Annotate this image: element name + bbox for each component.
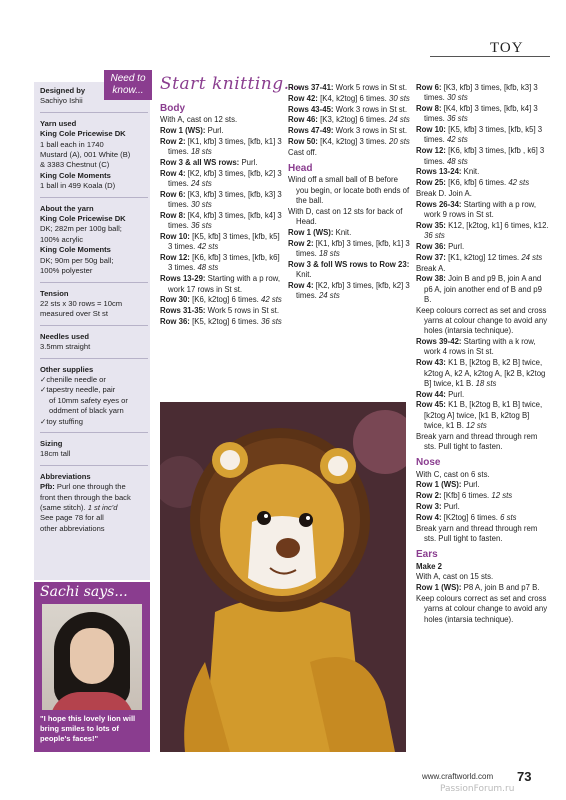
about-brand-2: King Cole Moments: [40, 245, 111, 255]
instruction-line: [416, 583, 550, 593]
row-label: Row 8:: [160, 210, 186, 220]
about-brand-1: King Cole Pricewise DK: [40, 214, 126, 224]
row-text: [K6, kfb] 3 times, [kfb, k6] 3 times.: [168, 253, 280, 273]
row-label: Row 4:: [160, 168, 186, 178]
instruction-line: [416, 513, 550, 523]
stitch-count: 6 sts: [500, 512, 517, 522]
need-to-know-badge: Need to know...: [104, 70, 152, 100]
instruction-line: [416, 221, 550, 242]
row-label: Row 44:: [416, 389, 446, 399]
row-text: Work 3 rows in St st.: [333, 104, 408, 114]
row-text: [K3, kfb] 3 times, [kfb, k3] 3 times.: [168, 189, 282, 210]
tension-line: 22 sts x 30 rows = 10cm: [40, 298, 123, 308]
row-text: K12, [k2tog, k1] 6 times, k12.: [445, 220, 549, 230]
row-text: [K4, kfb] 3 times, [kfb, k4] 3 times.: [424, 104, 538, 124]
row-label: Rows 43-45:: [288, 104, 334, 114]
stitch-count: 24 sts: [318, 291, 340, 301]
row-label: Rows 13-29:: [160, 274, 206, 284]
abbrev-line: other abbreviations: [40, 523, 105, 533]
row-text: Starting with a p row, work 17 rows in St st.: [168, 274, 281, 294]
row-text: [Kfb] 6 times.: [441, 491, 492, 501]
instruction-line: [416, 502, 550, 512]
instruction-line: [416, 104, 550, 125]
instruction-line: [416, 432, 550, 453]
instruction-line: [416, 125, 550, 146]
row-text: [K4, k2tog] 3 times.: [317, 136, 389, 146]
row-text: Work 3 rows in St st.: [333, 126, 408, 136]
instruction-line: [160, 137, 282, 158]
head-heading: Head: [288, 163, 313, 175]
row-label: Row 3 & foll WS rows to Row 23:: [288, 259, 410, 269]
row-label: Rows 47-49:: [288, 126, 334, 136]
stitch-count: 42 sts: [508, 178, 530, 188]
instruction-line: [160, 274, 282, 295]
stitch-count: 12 sts: [466, 421, 487, 430]
instruction-line: [288, 148, 410, 158]
instruction-line: [416, 178, 550, 188]
yarn-line: 1 ball each in 1740: [40, 139, 104, 149]
tension-line: measured over St st: [40, 309, 108, 319]
start-knitting-title: Start knitting...: [160, 74, 302, 94]
about-line: 100% acrylic: [40, 234, 84, 244]
stitch-count: 42 sts: [197, 242, 219, 252]
stitch-count: 36 sts: [260, 316, 282, 326]
instruction-list: [288, 83, 410, 158]
instruction-line: [160, 295, 282, 305]
row-label: Row 4:: [288, 280, 314, 290]
row-text: With D, cast on 12 sts for back of Head.: [288, 206, 403, 227]
row-text: [K5, kfb] 3 times, [kfb, k5] 3 times.: [168, 232, 280, 252]
row-label: Row 45:: [416, 400, 446, 410]
instruction-line: [416, 274, 550, 305]
abbreviations-heading: Abbreviations: [40, 471, 91, 481]
row-text: [K6, k2tog] 6 times.: [189, 295, 261, 305]
supplies-heading: Other supplies: [40, 364, 94, 374]
row-text: Keep colours correct as set and cross yarns at colour change to avoid any holes (intarsia technique).: [416, 593, 548, 624]
instruction-line: [160, 232, 282, 253]
row-label: Row 50:: [288, 136, 318, 146]
instruction-list: [416, 83, 550, 452]
row-label: Rows 37-41:: [288, 83, 334, 92]
needles-heading: Needles used: [40, 331, 89, 341]
stitch-count: 24 sts: [190, 179, 212, 189]
instruction-line: [416, 594, 550, 625]
row-text: Purl.: [205, 126, 224, 136]
instruction-list: [416, 562, 550, 625]
row-label: Row 6:: [160, 189, 186, 199]
instruction-line: [416, 253, 550, 263]
row-label: Rows 31-35:: [160, 306, 206, 316]
row-text: K1 B, [k2tog B, k2 B] twice, k2tog A, k2 A, k2tog A, [k2 B, k2tog B] twice, k1 B.: [424, 358, 546, 388]
row-text: [K1, kfb] 3 times, [kfb, k1] 3 times.: [296, 238, 410, 258]
supply-item-cont: of 10mm safety eyes or: [49, 395, 128, 405]
row-text: [K2tog] 6 times.: [441, 512, 501, 522]
instruction-line: [416, 400, 550, 431]
row-label: Row 12:: [160, 253, 190, 263]
row-label: Row 3:: [416, 502, 442, 512]
pattern-column-3: [416, 83, 550, 625]
instruction-line: [160, 115, 282, 125]
row-text: P8 A, join B and p7 B.: [461, 583, 540, 593]
row-text: Purl.: [445, 389, 465, 399]
designer-quote: "I hope this lovely lion will bring smiles to lots of people's faces!": [40, 714, 136, 743]
row-label: Row 2:: [416, 491, 442, 501]
tension-heading: Tension: [40, 288, 69, 298]
row-text: Purl.: [239, 157, 258, 167]
row-text: Starting with a p row, work 9 rows in St st.: [424, 199, 537, 220]
row-label: Row 1 (WS):: [288, 227, 334, 237]
about-line: DK; 282m per 100g ball;: [40, 224, 122, 234]
divider: [40, 197, 148, 198]
instruction-line: [288, 260, 410, 281]
abbrev-line: front then through the back: [40, 492, 131, 502]
row-text: [K4, kfb] 3 times, [kfb, k4] 3 times.: [168, 210, 282, 231]
abbrev-line: See page 78 for all: [40, 513, 104, 523]
instruction-line: [160, 211, 282, 232]
row-text: Break yarn and thread through rem sts. Pull tight to fasten.: [416, 431, 538, 452]
instruction-list: [416, 470, 550, 545]
supply-item: ✓ toy stuffing: [40, 417, 148, 427]
instruction-line: [288, 137, 410, 147]
row-label: Row 8:: [416, 104, 442, 114]
row-label: Row 3 & all WS rows:: [160, 157, 240, 167]
stitch-count: 12 sts: [491, 491, 513, 501]
row-text: Join B and p9 B, join A and p6 A, join another end of B and p9 B.: [424, 274, 542, 304]
row-text: Knit.: [296, 270, 312, 280]
row-label: Row 46:: [288, 115, 318, 125]
instruction-line: [288, 83, 410, 93]
instruction-line: [416, 562, 550, 572]
row-text: [K3, k2tog] 6 times.: [317, 115, 389, 125]
instruction-list: [160, 115, 282, 327]
divider: [40, 112, 148, 113]
row-label: Row 1 (WS):: [416, 480, 462, 490]
row-label: Row 2:: [160, 136, 186, 146]
nose-heading: Nose: [416, 457, 441, 469]
instruction-line: [416, 390, 550, 400]
need-to-know-content: [40, 86, 148, 534]
stitch-count: 36 sts: [190, 221, 212, 231]
row-text: Break A.: [416, 263, 446, 273]
yarn-brand-1: King Cole Pricewise DK: [40, 129, 126, 139]
about-line: DK; 90m per 50g ball;: [40, 255, 114, 265]
row-text: Purl.: [441, 502, 460, 512]
stitch-count: 48 sts: [197, 263, 219, 273]
row-text: With A, cast on 15 sts.: [416, 572, 494, 582]
designer-photo: [42, 604, 142, 710]
instruction-line: [416, 242, 550, 252]
instruction-line: [416, 306, 550, 337]
designer-name: Sachiyo Ishii: [40, 96, 83, 106]
ears-heading: Ears: [416, 549, 438, 561]
instruction-line: [416, 83, 550, 104]
section-tag: TOY: [490, 40, 524, 56]
instruction-line: [288, 115, 410, 125]
instruction-line: [160, 317, 282, 327]
body-heading: Body: [160, 103, 185, 114]
abbrev-term: Pfb:: [40, 482, 55, 492]
row-text: [K5, k2tog] 6 times.: [189, 316, 261, 326]
about-line: 100% polyester: [40, 266, 93, 276]
row-label: Row 4:: [416, 512, 442, 522]
row-text: [K5, kfb] 3 times, [kfb, k5] 3 times.: [424, 125, 543, 145]
row-label: Row 35:: [416, 220, 446, 230]
row-text: Cast off.: [288, 147, 317, 157]
row-label: Row 37:: [416, 252, 446, 262]
lion-illustration: [160, 402, 406, 752]
instruction-line: [416, 524, 550, 545]
row-text: Work 5 rows in St st.: [205, 306, 280, 316]
row-text: [K2, kfb] 3 times, [kfb, k2] 3 times.: [296, 280, 410, 301]
row-text: Keep colours correct as set and cross yarns at colour change to avoid any holes (intarsia technique).: [416, 305, 548, 336]
divider: [40, 465, 148, 466]
instruction-line: [416, 337, 550, 358]
pattern-column-1: [160, 104, 282, 328]
row-label: Rows 39-42:: [416, 337, 462, 347]
row-label: Row 1 (WS):: [416, 583, 462, 593]
yarn-line: Mustard (A), 001 White (B): [40, 150, 131, 160]
row-text: [K6, kfb] 3 times, [kfb , k6] 3 times.: [424, 146, 545, 166]
row-text: With A, cast on 12 sts.: [160, 115, 238, 125]
row-label: Row 10:: [416, 125, 446, 135]
row-label: Row 30:: [160, 295, 190, 305]
row-label: Rows 26-34:: [416, 199, 462, 209]
sachi-says-title: Sachi says...: [40, 584, 128, 600]
sizing-heading: Sizing: [40, 438, 63, 448]
row-text: [K4, k2tog] 6 times.: [317, 93, 389, 103]
row-text: [K2, kfb] 3 times, [kfb, k2] 3 times.: [168, 168, 282, 189]
stitch-count: 18 sts: [190, 147, 212, 157]
stitch-count: 30 sts: [388, 93, 410, 103]
instruction-line: [416, 358, 550, 389]
row-text: Purl.: [461, 480, 480, 490]
stitch-count: 24 sts: [388, 115, 410, 125]
row-text: [K6, kfb] 6 times.: [445, 178, 509, 188]
stitch-count: 30 sts: [190, 200, 212, 210]
row-text: Starting with a k row, work 4 rows in St st.: [424, 337, 536, 357]
instruction-line: [416, 189, 550, 199]
row-label: Row 42:: [288, 93, 318, 103]
instruction-line: [288, 175, 410, 206]
stitch-count: 30 sts: [446, 93, 468, 103]
abbrev-line: (same stitch).: [40, 503, 86, 512]
instruction-line: [416, 572, 550, 582]
instruction-line: [288, 239, 410, 260]
yarn-heading: Yarn used: [40, 118, 77, 128]
row-text: Knit.: [461, 167, 480, 177]
row-label: Row 43:: [416, 358, 446, 368]
stitch-count: 18 sts: [318, 248, 340, 258]
stitch-count: 20 sts: [388, 136, 410, 146]
instruction-line: [416, 200, 550, 221]
row-text: Break D. Join A.: [416, 188, 472, 198]
divider: [40, 325, 148, 326]
row-text: Knit.: [333, 227, 352, 237]
row-label: Row 36:: [160, 316, 190, 326]
stitch-count: 42 sts: [260, 295, 282, 305]
designed-by-heading: Designed by: [40, 86, 86, 95]
stitch-count: 36 sts: [424, 231, 445, 241]
instruction-line: [288, 94, 410, 104]
instruction-line: [160, 169, 282, 190]
instruction-line: [160, 190, 282, 211]
abbrev-line: Purl one through the: [56, 482, 126, 492]
row-label: Row 1 (WS):: [160, 126, 206, 136]
instruction-line: [288, 281, 410, 302]
divider: [40, 282, 148, 283]
yarn-line: 1 ball in 499 Koala (D): [40, 181, 116, 191]
row-text: [K1, k2tog] 12 times.: [445, 252, 522, 262]
needles-value: 3.5mm straight: [40, 342, 91, 352]
about-yarn-heading: About the yarn: [40, 203, 94, 213]
pattern-column-2: [288, 83, 410, 302]
instruction-line: [416, 480, 550, 490]
row-text: Break yarn and thread through rem sts. Pull tight to fasten.: [416, 523, 538, 543]
instruction-line: [160, 253, 282, 274]
row-text: K1 B, [k2tog B, k1 B] twice, [k2tog A] twice, [k1 B, k2tog B] twice, k1 B.: [424, 400, 543, 430]
row-label: Row 36:: [416, 241, 446, 251]
instruction-line: [288, 105, 410, 115]
row-label: Row 2:: [288, 238, 314, 248]
row-text: With C, cast on 6 sts.: [416, 469, 490, 479]
header-rule: [430, 56, 550, 57]
stitch-count: 42 sts: [446, 135, 468, 145]
row-label: Rows 13-24:: [416, 167, 462, 177]
row-label: Row 25:: [416, 178, 446, 188]
row-label: Row 6:: [416, 83, 442, 92]
divider: [40, 358, 148, 359]
instruction-list: [288, 175, 410, 301]
row-text: [K1, kfb] 3 times, [kfb, k1] 3 times.: [168, 136, 282, 157]
supply-item: ✓ chenille needle or: [40, 375, 148, 385]
row-text: Work 5 rows in St st.: [333, 83, 408, 92]
instruction-line: [160, 158, 282, 168]
knitted-lion-photo: [160, 402, 406, 752]
abbrev-line: 1 st inc'd: [87, 503, 118, 512]
supply-item: ✓ tapestry needle, pair: [40, 385, 148, 395]
instruction-line: [288, 126, 410, 136]
row-text: [K3, kfb] 3 times, [kfb, k3] 3 times.: [424, 83, 538, 103]
instruction-line: [160, 306, 282, 316]
yarn-line: & 3383 Chestnut (C): [40, 160, 110, 170]
divider: [40, 432, 148, 433]
instruction-line: [416, 491, 550, 501]
instruction-line: [416, 264, 550, 274]
instruction-line: [416, 470, 550, 480]
row-label: Row 38:: [416, 274, 446, 284]
row-label: Row 12:: [416, 146, 446, 156]
instruction-line: [416, 146, 550, 167]
yarn-brand-2: King Cole Moments: [40, 170, 111, 180]
row-label: Make 2: [416, 561, 443, 571]
stitch-count: 36 sts: [446, 114, 468, 124]
supply-item-cont: oddment of black yarn: [49, 406, 124, 416]
row-label: Row 10:: [160, 232, 190, 242]
instruction-line: [160, 126, 282, 136]
page-number: 73: [517, 769, 532, 784]
instruction-line: [288, 228, 410, 238]
row-text: Wind off a small ball of B before you begin, or locate both ends of the ball.: [288, 175, 410, 205]
stitch-count: 48 sts: [446, 156, 468, 166]
watermark: PassionForum.ru: [440, 784, 515, 794]
sizing-value: 18cm tall: [40, 449, 71, 459]
instruction-line: [416, 167, 550, 177]
stitch-count: 18 sts: [475, 378, 497, 388]
instruction-line: [288, 207, 410, 228]
row-text: Purl.: [445, 241, 465, 251]
stitch-count: 24 sts: [521, 252, 543, 262]
footer-url[interactable]: www.craftworld.com: [422, 772, 494, 781]
